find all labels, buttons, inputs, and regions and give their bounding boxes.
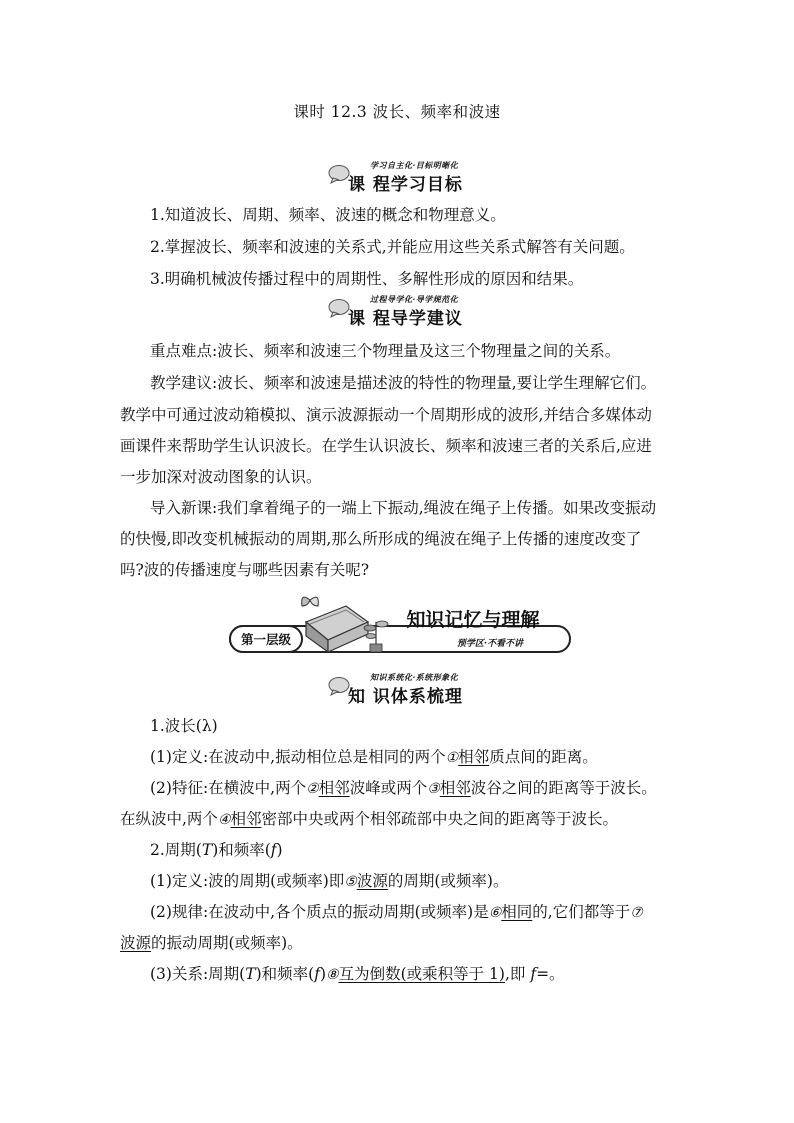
section-header-knowledge [328,672,488,706]
blank-number: ③ [427,781,440,797]
blank-answer: 波源 [120,934,152,952]
period-relation [150,964,565,985]
wavelength-feature-cont [120,809,618,830]
text: 2.周期( [150,841,202,859]
item-period-title [150,840,283,860]
blank-number: ② [306,781,319,797]
wavelength-definition [150,747,598,768]
section-title: 知 识体系梳理 [348,687,463,707]
speech-bubble-icon [328,298,350,318]
blank-number: ⑧ [326,967,339,983]
blank-answer: 相邻 [458,748,490,766]
text: )和频率( [212,841,271,859]
text: (2)规律:在波动中,各个质点的振动周期(或频率)是 [150,903,489,921]
goal-item: 1.知道波长、周期、频率、波速的概念和物理意义。 [150,206,506,224]
section-header-guide [328,294,488,328]
section-subtitle: 过程导学化·导学规范化 [370,294,459,304]
text: (1)定义:波的周期(或频率)即 [150,872,345,890]
symbol-f: f [530,965,537,983]
blank-answer: 相邻 [318,779,350,797]
banner-main-title: 知识记忆与理解 [406,609,540,631]
blank-answer: 互为倒数(或乘积等于 1) [338,965,505,983]
blank-number: ⑦ [630,905,643,921]
banner-subtitle: 预学区·不看不讲 [456,639,524,649]
blank-answer: 相邻 [439,779,471,797]
period-law [150,902,643,923]
symbol-f: f [270,841,277,859]
intro-paragraph-line: 导入新课:我们拿着绳子的一端上下振动,绳波在绳子上传播。如果改变振动 [150,499,657,517]
text: 波谷之间的距离等于波长。 [470,779,657,797]
blank-number: ④ [217,812,231,828]
period-law-cont [120,933,303,953]
intro-paragraph-line: 吗?波的传播速度与哪些因素有关呢? [120,561,370,579]
intro-paragraph-line: 的快慢,即改变机械振动的周期,那么所形成的绳波在绳子上传播的速度改变了 [120,530,642,548]
section-subtitle: 学习自主化·目标明晰化 [370,160,459,170]
item-wavelength-title: 1.波长(λ) [150,717,218,735]
symbol-T: T [201,841,213,859]
text: (1)定义:在波动中,振动相位总是相同的两个 [150,748,446,766]
text: 质点间的距离。 [489,748,598,766]
speech-bubble-icon [328,164,350,184]
section-title: 课 程学习目标 [348,175,463,195]
text: 的振动周期(或频率)。 [151,934,303,952]
text: 的周期(或频率)。 [387,872,509,890]
text: 在纵波中,两个 [120,810,218,828]
section-subtitle: 知识系统化·系统形象化 [370,672,459,682]
blank-number: ⑥ [488,905,502,921]
butterfly-icon [302,597,319,606]
teaching-paragraph-line: 教学中可通过波动箱模拟、演示波源振动一个周期形成的波形,并结合多媒体动 [120,406,652,424]
wavelength-feature [150,778,657,799]
blank-answer: 相邻 [230,810,262,828]
text: )和频率( [255,965,315,983]
focus-paragraph: 重点难点:波长、频率和波速三个物理量及这三个物理量之间的关系。 [150,342,621,360]
blank-answer: 相同 [501,903,533,921]
level-banner [228,592,573,662]
section-title: 课 程导学建议 [348,309,463,329]
text: =。 [536,965,565,983]
text: 密部中央或两个相邻疏部中央之间的距离等于波长。 [261,810,619,828]
teaching-paragraph-line: 画课件来帮助学生认识波长。在学生认识波长、频率和波速三者的关系后,应进 [120,437,652,455]
text: (3)关系:周期( [150,965,246,983]
period-definition [150,871,508,892]
text: ,即 [504,965,531,983]
teaching-paragraph-line: 教学建议:波长、频率和波速是描述波的特性的物理量,要让学生理解它们。 [150,374,657,392]
goal-item: 3.明确机械波传播过程中的周期性、多解性形成的原因和结果。 [150,270,584,288]
teaching-paragraph-line: 一步加深对波动图象的认识。 [120,468,322,486]
page-title: 课时 12.3 波长、频率和波速 [293,103,501,121]
symbol-f: f [314,965,320,983]
blank-number: ① [445,750,459,766]
banner-level-label: 第一层级 [240,632,292,647]
text: 波峰或两个 [349,779,428,797]
banner-graphic [228,592,573,662]
symbol-T: T [245,965,256,983]
blank-number: ⑤ [344,874,357,890]
text: ) [276,841,283,859]
text: (2)特征:在横波中,两个 [150,779,307,797]
section-header-goals [328,160,488,194]
blank-answer: 波源 [356,872,388,890]
speech-bubble-icon [328,676,350,696]
goal-item: 2.掌握波长、频率和波速的关系式,并能应用这些关系式解答有关问题。 [150,238,635,256]
text: 的,它们都等于 [532,903,631,921]
text: ) [319,965,326,983]
